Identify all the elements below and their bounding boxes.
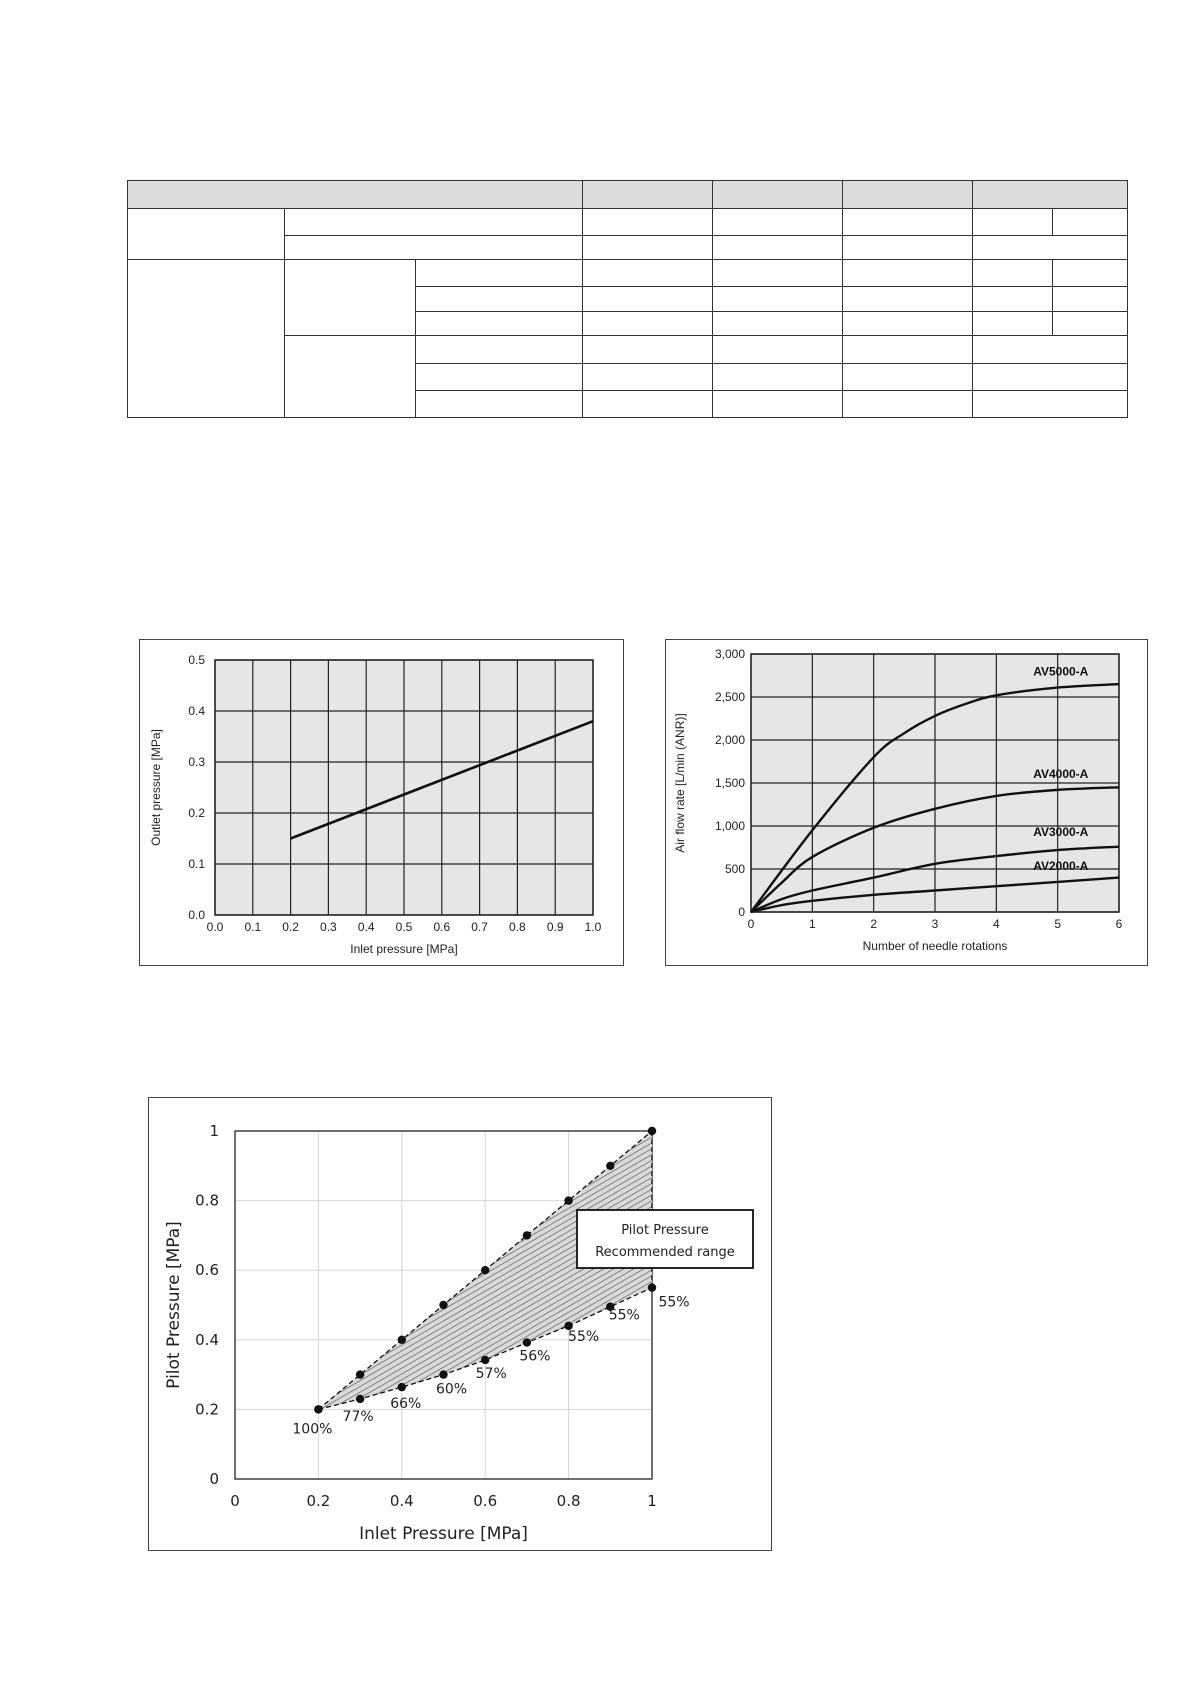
y-tick-label: 2,000 (714, 733, 745, 747)
x-tick-label: 5 (1054, 917, 1062, 931)
air-flow-chart (666, 640, 1147, 965)
x-tick-label: 0.3 (320, 920, 337, 934)
data-point-upper (606, 1162, 614, 1170)
data-point-lower (481, 1356, 489, 1364)
outlet-pressure-chart-panel (139, 639, 624, 966)
x-tick-label: 3 (931, 917, 939, 931)
x-tick-label: 0 (747, 917, 755, 931)
x-tick-label: 6 (1115, 917, 1123, 931)
data-label: 56% (519, 1348, 551, 1365)
y-tick-label: 1,000 (714, 819, 745, 833)
data-label: 55% (568, 1328, 600, 1345)
data-point-upper (356, 1370, 364, 1378)
data-point-upper (439, 1301, 447, 1309)
y-tick-label: 0 (209, 1470, 219, 1488)
x-tick-label: 0.2 (282, 920, 299, 934)
series-label-av2000-a: AV2000-A (1033, 858, 1089, 873)
y-tick-label: 0.2 (195, 1400, 219, 1419)
data-label: 57% (475, 1365, 507, 1382)
x-tick-label: 0.8 (556, 1492, 581, 1510)
data-point-lower (314, 1405, 322, 1413)
data-point-lower (439, 1370, 447, 1378)
x-tick-label: 0.5 (395, 920, 413, 934)
x-axis-label: Number of needle rotations (862, 939, 1008, 953)
x-tick-label: 2 (870, 917, 878, 931)
series-label-av5000-a: AV5000-A (1033, 664, 1089, 679)
data-point-lower (356, 1395, 364, 1403)
y-tick-label: 0 (738, 905, 745, 919)
x-tick-label: 0.6 (433, 920, 451, 934)
data-point-upper (523, 1231, 531, 1239)
table-row (128, 259, 1128, 286)
data-label: 77% (342, 1408, 374, 1425)
y-tick-label: 500 (724, 862, 745, 876)
outlet-pressure-chart (140, 640, 623, 965)
y-axis-label: Air flow rate [L/min (ANR)] (673, 713, 687, 853)
y-tick-label: 0.2 (188, 806, 205, 820)
y-tick-label: 0.6 (195, 1261, 219, 1280)
data-label: 60% (435, 1381, 468, 1398)
data-point-upper (648, 1127, 656, 1135)
pilot-pressure-chart-panel (148, 1097, 772, 1551)
y-axis-label: Pilot Pressure [MPa] (164, 1221, 184, 1389)
y-tick-label: 0.0 (188, 908, 205, 922)
data-label: 55% (608, 1307, 640, 1324)
table-header-row (128, 181, 1128, 209)
data-point-upper (481, 1266, 489, 1274)
x-tick-label: 0.4 (389, 1492, 414, 1510)
x-tick-label: 0.0 (206, 920, 224, 934)
y-tick-label: 0.1 (188, 857, 205, 871)
series-label-av3000-a: AV3000-A (1033, 825, 1089, 840)
data-point-lower (523, 1338, 531, 1346)
y-tick-label: 1 (209, 1122, 219, 1140)
data-label: 55% (658, 1294, 690, 1311)
air-flow-chart-panel (665, 639, 1148, 966)
spec-table (127, 180, 1128, 418)
x-tick-label: 0.1 (244, 920, 262, 934)
x-tick-label: 0.4 (357, 920, 375, 934)
x-tick-label: 0.6 (473, 1492, 498, 1510)
pilot-pressure-chart (149, 1098, 771, 1550)
y-tick-label: 3,000 (714, 647, 745, 661)
x-tick-label: 0 (230, 1492, 240, 1510)
legend-box-text: Recommended range (595, 1245, 735, 1260)
x-axis-label: Inlet Pressure [MPa] (359, 1524, 528, 1544)
y-tick-label: 2,500 (714, 690, 745, 704)
data-point-upper (398, 1336, 406, 1344)
data-label: 66% (390, 1396, 422, 1413)
x-tick-label: 0.2 (306, 1492, 331, 1510)
y-tick-label: 0.8 (195, 1191, 219, 1210)
x-tick-label: 1.0 (584, 920, 602, 934)
x-tick-label: 0.8 (509, 920, 526, 934)
x-tick-label: 0.9 (546, 920, 564, 934)
y-tick-label: 0.5 (188, 653, 205, 667)
data-label: 100% (292, 1421, 333, 1438)
x-tick-label: 1 (647, 1492, 657, 1510)
x-tick-label: 1 (808, 917, 816, 931)
y-axis-label: Outlet pressure [MPa] (149, 729, 163, 846)
table-row (128, 209, 1128, 235)
data-point-upper (564, 1196, 572, 1204)
legend-box-text: Pilot Pressure (621, 1223, 709, 1238)
x-tick-label: 0.7 (471, 920, 488, 934)
y-tick-label: 1,500 (714, 776, 745, 790)
data-point-lower (398, 1383, 406, 1391)
y-tick-label: 0.4 (188, 704, 205, 718)
x-tick-label: 4 (992, 917, 1000, 931)
y-tick-label: 0.3 (188, 755, 205, 769)
y-tick-label: 0.4 (195, 1330, 219, 1349)
series-label-av4000-a: AV4000-A (1033, 766, 1089, 781)
data-point-lower (648, 1283, 656, 1291)
x-axis-label: Inlet pressure [MPa] (350, 942, 458, 956)
